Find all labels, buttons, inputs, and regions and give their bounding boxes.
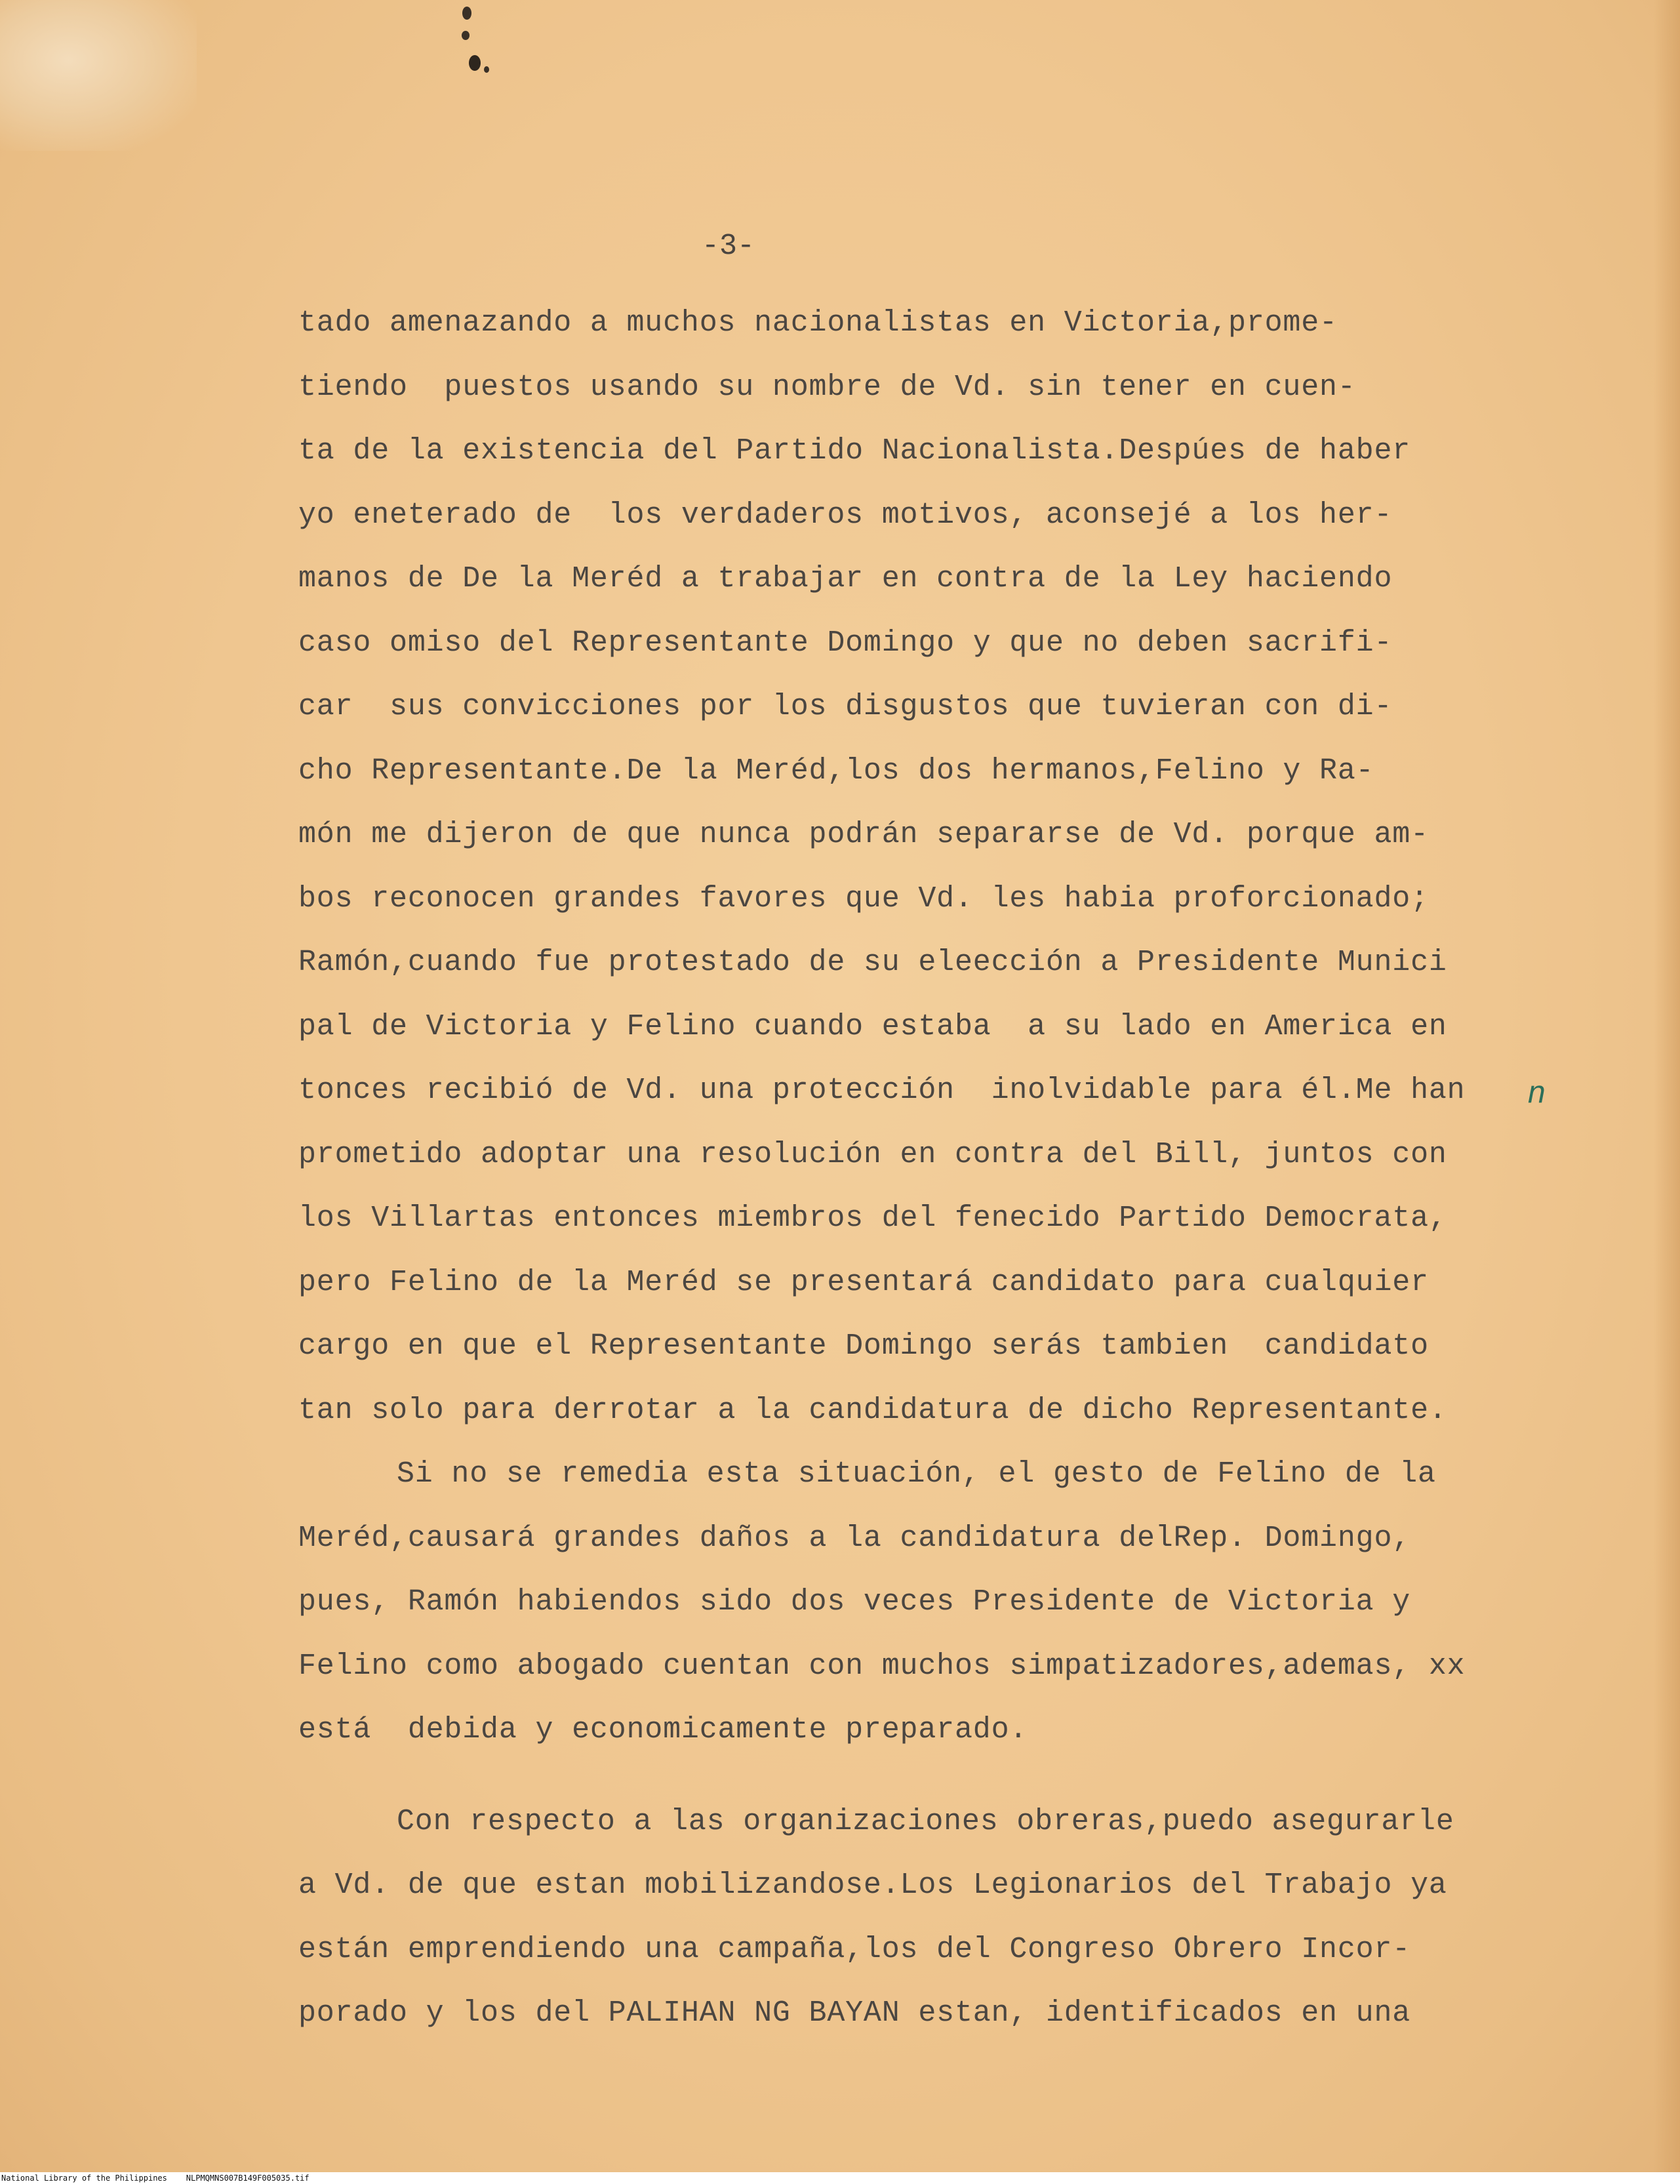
text-line: los Villartas entonces miembros del fenecido Partido Democrata, bbox=[298, 1202, 1447, 1235]
text-line: manos de De la Meréd a trabajar en contra de la Ley haciendo bbox=[298, 562, 1393, 596]
paper-edge-shadow bbox=[1654, 0, 1680, 2172]
paper-stain bbox=[0, 0, 197, 151]
text-line: están emprendiendo una campaña,los del Congreso Obrero Incor- bbox=[298, 1932, 1411, 1966]
letter-body bbox=[298, 291, 1590, 2046]
text-line: món me dijeron de que nunca podrán separarse de Vd. porque am- bbox=[298, 818, 1429, 851]
text-line: ta de la existencia del Partido Nacionalista.Despúes de haber bbox=[298, 434, 1411, 468]
page-number: -3- bbox=[702, 230, 755, 263]
text-line: pues, Ramón habiendos sido dos veces Presidente de Victoria y bbox=[298, 1585, 1411, 1619]
handwritten-annotation: n bbox=[1528, 1075, 1546, 1110]
text-line: tonces recibió de Vd. una protección inolvidable para él.Me han bbox=[298, 1074, 1466, 1107]
text-line: cho Representante.De la Meréd,los dos hermanos,Felino y Ra- bbox=[298, 754, 1374, 788]
text-line: porado y los del PALIHAN NG BAYAN estan, identificados en una bbox=[298, 1996, 1411, 2030]
text-line: a Vd. de que estan mobilizandose.Los Legionarios del Trabajo ya bbox=[298, 1869, 1447, 1902]
text-line: yo eneterado de los verdaderos motivos, aconsejé a los her- bbox=[298, 498, 1393, 532]
text-line: Ramón,cuando fue protestado de su eleección a Presidente Munici bbox=[298, 946, 1447, 979]
text-line: pero Felino de la Meréd se presentará candidato para cualquier bbox=[298, 1265, 1429, 1299]
text-line: Meréd,causará grandes daños a la candidatura delRep. Domingo, bbox=[298, 1521, 1411, 1555]
text-line: caso omiso del Representante Domingo y que no deben sacrifi- bbox=[298, 626, 1393, 660]
text-line: Con respecto a las organizaciones obreras,puedo asegurarle bbox=[397, 1804, 1454, 1838]
text-line: Si no se remedia esta situación, el gesto de Felino de la bbox=[397, 1457, 1436, 1491]
text-line: cargo en que el Representante Domingo serás tambien candidato bbox=[298, 1329, 1429, 1363]
text-line: Felino como abogado cuentan con muchos simpatizadores,ademas, xx bbox=[298, 1649, 1466, 1683]
text-line: tiendo puestos usando su nombre de Vd. sin tener en cuen- bbox=[298, 370, 1356, 404]
text-line: pal de Victoria y Felino cuando estaba a su lado en America en bbox=[298, 1009, 1447, 1043]
text-line: tan solo para derrotar a la candidatura de dicho Representante. bbox=[298, 1393, 1447, 1427]
text-line: está debida y economicamente preparado. bbox=[298, 1713, 1028, 1747]
footer-institution: National Library of the Philippines bbox=[1, 2174, 167, 2183]
scan-footer bbox=[0, 2172, 1680, 2184]
footer-file-name: NLPMQMNS007B149F005035.tif bbox=[186, 2174, 310, 2183]
text-line: car sus convicciones por los disgustos que tuvieran con di- bbox=[298, 690, 1393, 723]
text-line: bos reconocen grandes favores que Vd. les habia proforcionado; bbox=[298, 881, 1429, 916]
text-line: prometido adoptar una resolución en contra del Bill, juntos con bbox=[298, 1137, 1447, 1171]
paragraph-gap bbox=[298, 1762, 1590, 1790]
text-line: tado amenazando a muchos nacionalistas en Victoria,prome- bbox=[298, 306, 1338, 340]
punch-hole-marks bbox=[452, 4, 498, 83]
